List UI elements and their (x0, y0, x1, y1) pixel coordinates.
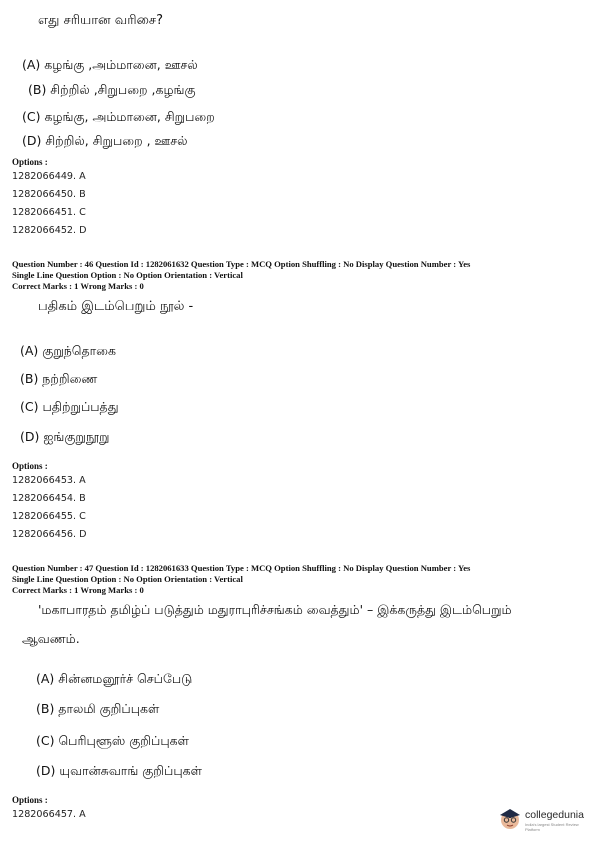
q46-options-label: Options : (12, 461, 48, 471)
q47-options-label: Options : (12, 795, 48, 805)
q45-option-c: (C) கழங்கு, அம்மானை, சிறுபறை (22, 109, 215, 124)
q46-option-id-d: 1282066456. D (12, 529, 87, 540)
q47-meta-line2: Single Line Question Option : No Option Orientation : Vertical (12, 574, 243, 584)
q47-meta-line1: Question Number : 47 Question Id : 1282061633 Question Type : MCQ Option Shuffling : No Display Question Number : Yes (12, 563, 471, 573)
mascot-icon (497, 805, 523, 831)
q45-option-b: (B) சிற்றில் ,சிறுபறை ,கழங்கு (28, 82, 196, 97)
question-47-text-line1: 'மகாபாரதம் தமிழ்ப் படுத்தும் மதுராபுரிச்சங்கம் வைத்தும்' – இக்கருத்து இடம்பெறும் (38, 602, 512, 617)
q45-option-d: (D) சிற்றில், சிறுபறை , ஊசல் (22, 133, 188, 148)
q47-marks: Correct Marks : 1 Wrong Marks : 0 (12, 585, 144, 595)
q45-option-id-b: 1282066450. B (12, 189, 86, 200)
q45-option-id-a: 1282066449. A (12, 171, 86, 182)
q47-option-c: (C) பெரிபுளூஸ் குறிப்புகள் (36, 733, 189, 748)
question-46-text: பதிகம் இடம்பெறும் நூல் - (38, 299, 194, 314)
logo-name: collegedunia (525, 809, 584, 821)
q45-option-a: (A) கழங்கு ,அம்மானை, ஊசல் (22, 57, 198, 72)
q45-option-id-d: 1282066452. D (12, 225, 87, 236)
q46-option-id-a: 1282066453. A (12, 475, 86, 486)
q46-option-d: (D) ஐங்குறுநூறு (20, 429, 110, 444)
question-47-text-line2: ஆவணம். (22, 631, 80, 646)
q45-options-label: Options : (12, 157, 48, 167)
q46-option-id-b: 1282066454. B (12, 493, 86, 504)
q46-meta-line1: Question Number : 46 Question Id : 1282061632 Question Type : MCQ Option Shuffling : No Display Question Number : Yes (12, 259, 471, 269)
q47-option-b: (B) தாலமி குறிப்புகள் (36, 701, 160, 716)
q46-option-b: (B) நற்றிணை (20, 371, 98, 386)
q46-option-c: (C) பதிற்றுப்பத்து (20, 399, 119, 414)
q47-option-id-a: 1282066457. A (12, 809, 86, 820)
collegedunia-logo (497, 805, 589, 831)
q47-option-a: (A) சின்னமனூர்ச் செப்பேடு (36, 671, 193, 686)
q47-option-d: (D) யுவான்சுவாங் குறிப்புகள் (36, 763, 202, 778)
q46-option-a: (A) குறுந்தொகை (20, 343, 117, 358)
q46-marks: Correct Marks : 1 Wrong Marks : 0 (12, 281, 144, 291)
logo-tagline: India's largest Student Review Platform (525, 822, 579, 832)
q46-meta-line2: Single Line Question Option : No Option Orientation : Vertical (12, 270, 243, 280)
q45-option-id-c: 1282066451. C (12, 207, 86, 218)
question-45-text: எது சரியான வரிசை? (38, 13, 163, 28)
q46-option-id-c: 1282066455. C (12, 511, 86, 522)
